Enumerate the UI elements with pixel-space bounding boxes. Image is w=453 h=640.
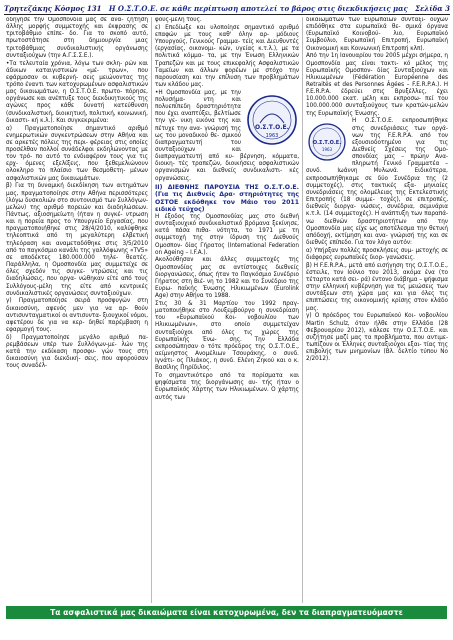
ostoe-small-logo-icon <box>307 121 347 163</box>
emblem-year: 1963 <box>265 132 279 139</box>
ostoe-emblem-small <box>306 120 348 164</box>
col2-paragraph: Η έξοδος της Ομοσπονδίας μας στο διεθνή συνταξιουχικό συνδικαλιστικό βρόμανα ξεκίνησε, κατά πάσα πιθα- νότητα, το 1971 με τη συμμετοχή της στην ίδρυση της Διεθνούς Ομοσπον- δίας Γήρατος (International Federation on Ageing – I.F.A.). <box>155 213 299 256</box>
col1-paragraph: •Τα τελευταία χρόνια, λόγω των σκλη- ρών και άδικων καταιγιστικών «μέ- τρων», που εφάρμοσαν οι κυβερνή- σεις μειώνοντας της τρόπο έναντι των κατοχυρωμένων ασφαλιστικών μας δικαιωμάτων, η Ο.Σ.Τ.Ο.Ε. πρωτο- πόρησε, οργάνωσε και ανέπτυξε τους διεκδικητικούς της αγώνες προς κάθε δυνατή κατεύθυνση (συνδικαλιστική, διοικητική, πολιτική, κοινωνική, δικαστι- κή κ.λ.). Και συγκεκριμένα: <box>6 60 148 124</box>
column-1 <box>6 17 148 603</box>
slogan-banner: Τα ασφαλιστικά μας δικαιώματα είναι κατοχυρωμένα, δεν τα διαπραγματευόμαστε <box>6 606 447 619</box>
col2-paragraph: Στις 30 & 31 Μαρτίου του 1992 πραγ- ματοποιήθηκε στο Λουξεμβούργο η συνεδρίαση του «Ευρωπαϊκού Κοι- νοβουλίου των Ηλικιωμένων», στο οποίο συμμετείχαν συνταξιούχοι από όλες τις χώρες της Ευρωπαϊκής Ένω- σης. Την Ελλάδα εκπροσώπησαν ο τότε πρόεδρος της Ο.Σ.Τ.Ο.Ε., αείμνηστος Ανομέλιων Τσουράκης, ο συνδ. Ιγνάτι- ος Πλιάκος, η συνδ. Ελένη Ζηκού και ο κ. Βασίλης Πηρίδιλος. <box>155 300 299 372</box>
section-title-international: ΙΙ) ΔΙΕΘΝΗΣ ΠΑΡΟΥΣΙΑ ΤΗΣ Ο.Σ.Τ.Ο.Ε. (Για τις Διεθνείς Δρα- στηριότητες της ΟΣΤΟΕ εκδόθηκε τον Μάιο του 2011 ειδικό τεύχος) <box>155 183 299 213</box>
emblem-small-year: 1963 <box>321 147 333 153</box>
col1-paragraph: α) Πραγματοποίησε σημαντικό αριθμό ενημερωτικών συγκεντρώσεων στην Αθήνα και σε αρκετές πόλεις της περι- φέρειας στις οποίες προσέλθαν πολλοί συνάδελφοι εκδηλώνοντας με τον τρό- πο αυτό το ενδιαφέρον τους για τις ερχ- όμενες εξελίξεις, που ξεθεμελιώνουν ολοκληρο το πλαίσιο των θεσμοθετη- μένων ασφαλιστικών μας δικαιωμάτων. <box>6 125 148 182</box>
col1-paragraph: β) Για τη δυναμική διεκδίκηση των αιτημάτων μας, πραγματοποίησε στην Αθήνα περισσότερες (λόγω δυσκολιών στο συντονισμό των Συλλόγων-μελών) της αριθμό πορειών και διαδηλώσεων. Πάντως, αξιοσημείωτη (ήταν η συγκέ- ντρωση και η πορεία προς το Υπουργείο Εργασίας, που πραγματοποιήθηκε στις 28/4/2010, καλύφθηκε τηλεοπτικά από τη μεγαλύτερη ελβετική τηλεόραση και αναμεταδόθηκε στις 3/5/2010 από το παγκόσμιο κανάλι της γαλλόφωνης «TV5» σε αποδέκτες 180.000.000 τηλε- θεατές. Παράλληλα, η Ομοσπονδία μας συμμετείχε σε όλες σχεδόν τις συγκε- ντρώσεις και τις διαδηλώσεις, που οργα- νώθηκαν είτε από τους Συλλόγους-μέλη της είτε από κεντρικές συνδικαλιστικές οργανώσεις συνταξιούχων. <box>6 183 148 297</box>
col2-paragraph: φους-μέλη τους. <box>155 17 202 23</box>
header-left: Τρητεζάκης Κόσμος 131 <box>4 3 102 13</box>
header-right: Σελίδα 3 <box>415 3 450 13</box>
column-2 <box>155 17 299 603</box>
col1-paragraph: γ) Πραγματοποίησε σειρά προσφυγών στη δικαιοσύνη, αφενός μεν για να αρ- θούν αντισυνταγματικοί οι αντισυντα- ξιουχικοί νόμοι, αφετέρου δε για να κερ- δηθεί παρέμβαση η εφαρμογή τους. <box>6 298 148 334</box>
emblem-text: Ο.Σ.Τ.Ο.Ε. <box>255 123 289 131</box>
col3-paragraph: Από την 1η Ιανουαρίου του 2005 μέχρι σήμερα, η Ομοσπονδία μας είναι τακτι- κό μέλος της Ευρωπαϊκής Ομοσπον- δίας Συνταξιούχων και Ηλικιωμένων (Fédération Européenne des Retraités et des Personnes Âgées – F.E.R.P.A.). Η F.E.R.P.A. έδρεύει στις Βρυξέλλες, έχει 10.000.000 εκατ. μέλη και εκπροσω- πεί του 100.000.000 συνταξιούχους των κρατών-μελών της Ευρωπαϊκής Ένωσης. <box>306 53 448 117</box>
col1-paragraph: δ) Πραγματοποίησε μεγάλο αριθμό πα- ρεμβάσεων υπέρ των Συλλόγων-με- λών της κατά την εκδίκαση προσφυ- γών τους στη δικαιοσύνη για διεκδική- σεις, που αφορούσαν τους συναδέλ- <box>6 334 148 370</box>
column-divider <box>302 17 303 603</box>
ostoe-logo-icon <box>246 93 298 147</box>
column-divider <box>151 17 152 603</box>
column-3 <box>306 17 448 603</box>
col2-paragraph: ε) Επεδίωξε και υλοποίησε σημαντικό αριθμό επαφών με τους καθ' όλην αρ- μόδιους Υπουργούς, Γενικούς Γραμμα- τείς και Διευθυντές (εργασίας, οικονομι- κών, υγείας κ.τ.λ.), με τα πολιτικά κόμμα- τα, με την Ένωση Ελληνικών Τραπεζών και με τους επικεφαλής Ασφαλιστικών Ταμείων και άλλων φορέων με στόχο την παρουσίαση και την επίλυση των προβλημάτων των κλάδου μας. <box>155 24 299 88</box>
col3-paragraph: γ) Ο πρόεδρος του Ευρωπαϊκού Κοι- νοβουλίου Martin Schulz, όταν ήλθε στην Ελλάδα (28 Φεβρουαρίου 2012), κάλεσε την Ο.Σ.Τ.Ο.Ε. και συζήτησε μαζί μας τα προβλήματα, που αντιμε- τωπίζουν οι Έλληνες συνταξιούχοι εξαι- τίας της επιβολής των μνημονίων (Βλ. δελτίο τύπου Νο 2/2012). <box>306 313 448 363</box>
col3-paragraph: β) Η F.E.R.P.A., μετά από εισήγηση της Ο.Σ.Τ.Ο.Ε., έστειλε, τον Ιούνιο του 2013, ακόμα ένα (το τέταρτο κατά σει- ρά) έντονο διάβημα – ψήφισμα στην ελληνική κυβέρνηση για τις μειώσεις των συντάξεων στη χώρα μας και για όλες τις επιπτώσεις της οικονομικής κρίσης στον κλάδο μας. <box>306 262 448 312</box>
col3-paragraph: δικαιωμάτων των Ευρωπαίων συνταξι- ούχων επιδόθηκε στα ευρωπαϊκά θε- σμικά όργανα (Ευρωπαϊκό Κοινοβού- λιο, Ευρωπαϊκό Συμβούλιο, Ευρωπαϊκή Επιτροπή, Ευρωπαϊκή Οικονομική και Κοινωνική Επιτροπή κλπ). <box>306 17 448 52</box>
ostoe-emblem <box>245 92 299 148</box>
col3-paragraph: α) Υπήρξαν πολλές προσκλήσεις συμ- μετοχής σε διάφορες ευρωπαϊκές διορ- γανώσεις. <box>306 247 448 261</box>
page-header <box>4 2 450 15</box>
col2-paragraph: •Η Ομοσπονδία μας, με την πολυσήμα- ντη και πολυεπίπεδη δραστηριότητα που έχει αναπτύξει, βελτίωσε την γε- νικη εικόνα της και πέτυχε την ανα- γνώρισή της ως του μοναδικού θε- σμικού διαπραγματευτή του συνταξιούχων και διαπραγματευτή από κυ- βέρνηση, κόμματα, διοικη- τές τραπεζών, διοικήσεις ασφαλιστικών οργανισμών και διεθνείς συνδικαλιστι- κές οργανώσεις. <box>155 89 299 182</box>
col3-paragraph: Η Ο.Σ.Τ.Ο.Ε. εκπροσωπήθηκε στις συνεδριάσεις των οργά- νων της F.E.R.P.A. από τον εξουσιοδοτημένο για τις Διεθνείς Σχέσεις της Ομο- σπονδίας μας – πρώην Ανα- πληρωτή Γενικό Γραμματέα – συνδ. Ιωάννη Μυλωνά. Ειδικότερα, εκπροσωπήθηκαμε σε δύο Συνέδρια της (2 συμμετοχές), στις τακτικές εξα- μηνιαίες συνεδριάσεις της ολομέλειας της Εκτελεστικής Επιτροπής (18 συμμε- τοχές), σε επιτροπές, διεθνείς διοργα- νώσεις, συνέδρια, σεμινάρια κ.τ.λ. (14 συμμετοχές). Η ανάπτυξη των παραπά- νω διεθνών δραστηριοτήτων από την Ομοσπονδία μας είχε ως αποτέλεσμα την θετική απόδοχή, εκτίμηση και ανα- γνώρισή της και σε διεθνές επίπεδο. Για τον λόγο αυτόν: <box>306 118 448 247</box>
emblem-small-text: Ο.Σ.Τ.Ο.Ε. <box>312 140 342 147</box>
header-center: Η Ο.Σ.Τ.Ο.Ε. σε κάθε περίπτωση αποτελεί το βάρος στις διεκδικήσεις μας <box>108 3 408 13</box>
col2-paragraph: Ακολούθησαν και άλλες συμμετοχές της Ομοσπονδίας μας σε αντίστοιχες διεθνείς διοργανώσεις, όπως ήταν το Παγκόσμιο Συνέδριο Γήρατος στη Βιέ- νη το 1982 και το Συνέδριο της Ευρω- παϊκής Ένωσης Ηλικιωμένων (Eurolink Age) στην Αθήνα το 1988. <box>155 257 299 300</box>
col2-paragraph: Το σημαντικότερο από τα πορίσματα και ψηφίσματα της διοργάνωσης αυ- τής ήταν ο Ευρωπαϊκός Χάρτης των Ηλικιωμένων. Ο χάρτης αυτός των <box>155 373 299 401</box>
col1-paragraph: οδηγήσε την Ομοσπονδία μας σε ανα- ζήτηση άλλης μορφής συμμετοχής και έκφρασης σε τριτοβάθμιο επίπε- δο. Για το σκοπό αυτό, πρωτοστάτησε στη δημιουργία μιας τριτοβάθμιας συνδικαλιστικής οργάνωσης συνταξιούχων (την Α.Γ.Σ.Σ.Ε.). <box>6 17 148 59</box>
